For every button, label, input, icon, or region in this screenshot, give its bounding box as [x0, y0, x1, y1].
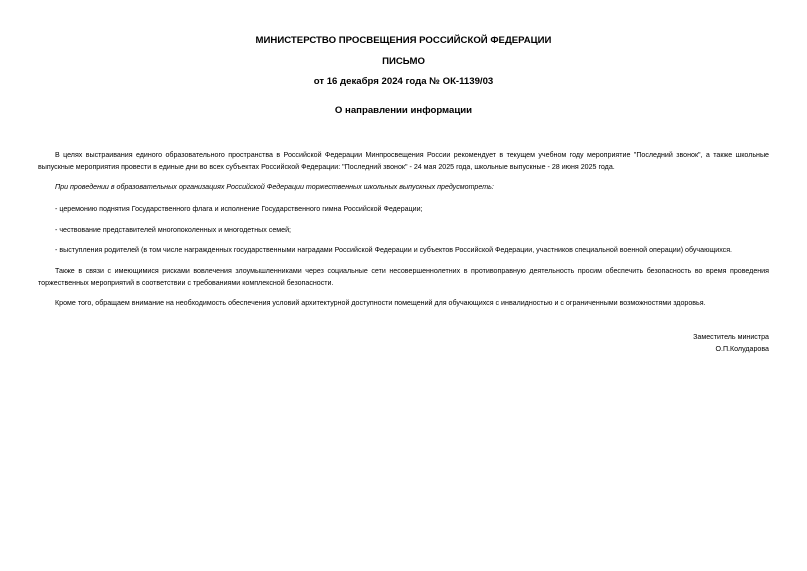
- date-number-heading: от 16 декабря 2024 года № ОК-1139/03: [313, 76, 494, 87]
- list-item-parents-speeches: - выступления родителей (в том числе награжденных государственными наградами Российской Федерации и субъектов Российской Федерации, участников специальной военной операции) обучающихся.: [55, 246, 733, 255]
- document-type-heading: ПИСЬМО: [382, 56, 425, 67]
- paragraph-provisions-lead: При проведении в образовательных организациях Российской Федерации торжественных школьных выпускных предусмотреть:: [55, 183, 494, 192]
- signature-position: Заместитель министра: [693, 333, 769, 341]
- signature-name: О.П.Колударова: [715, 344, 769, 353]
- ministry-heading: МИНИСТЕРСТВО ПРОСВЕЩЕНИЯ РОССИЙСКОЙ ФЕДЕРАЦИИ: [255, 35, 552, 46]
- list-item-flag-ceremony: - церемонию поднятия Государственного флага и исполнение Государственного гимна Российской Федерации;: [55, 205, 423, 214]
- paragraph-intro: В целях выстраивания единого образовательного пространства в Российской Федерации Минпросвещения России рекомендует в текущем учебном году мероприятие "Последний звонок", а также школьные выпускные мероприятия провести в единые дни во всех субъектах Российской Федерации: "Последний звонок" - 24 мая 2025 года, школьные выпускные - 28 июня 2025 года.: [38, 151, 769, 171]
- subject-heading: О направлении информации: [334, 105, 473, 116]
- paragraph-accessibility: Кроме того, обращаем внимание на необходимость обеспечения условий архитектурной доступности помещений для обучающихся с инвалидностью и с ограниченными возможностями здоровья.: [55, 299, 706, 308]
- paragraph-safety: Также в связи с имеющимися рисками вовлечения злоумышленниками через социальные сети несовершеннолетних в противоправную деятельность просим обеспечить безопасность во время проведения торжественных мероприятий в соответствии с требованиями комплексной безопасности.: [38, 267, 769, 287]
- signature-block: [693, 332, 769, 355]
- list-item-families: - чествование представителей многопоколенных и многодетных семей;: [55, 226, 292, 235]
